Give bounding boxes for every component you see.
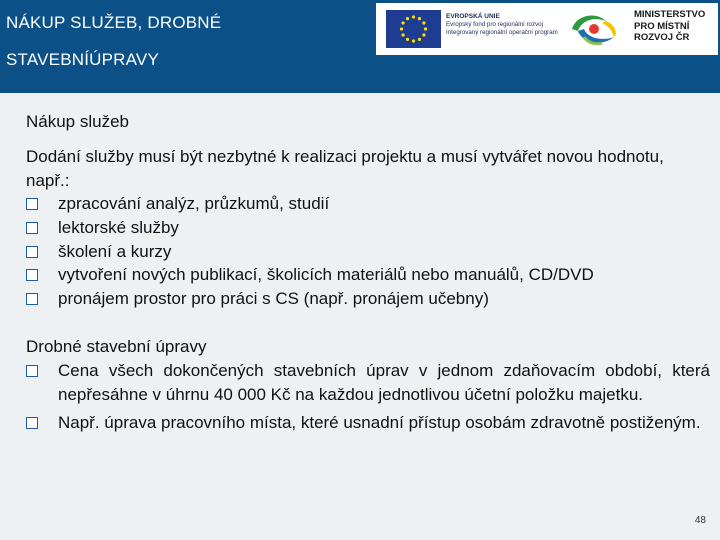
construction-list: [26, 359, 710, 434]
checkbox-bullet-icon: [26, 198, 38, 210]
ministry-line-3: ROZVOJ ČR: [634, 32, 690, 43]
construction-section: [26, 335, 710, 434]
checkbox-bullet-icon: [26, 417, 38, 429]
list-item: Např. úprava pracovního místa, které usnadní přístup osobám zdravotně postiženým.: [26, 411, 710, 435]
checkbox-bullet-icon: [26, 293, 38, 305]
list-item: lektorské služby: [26, 216, 710, 240]
services-section: [26, 110, 710, 311]
slide-header: [0, 0, 720, 93]
services-intro: Dodání služby musí být nezbytné k realizaci projektu a musí vytvářet novou hodnotu, např.:: [26, 147, 664, 190]
ministry-line-1: MINISTERSTVO: [634, 9, 706, 20]
list-item: vytvoření nových publikací, školicích materiálů nebo manuálů, CD/DVD: [26, 263, 710, 287]
list-item: pronájem prostor pro práci s CS (např. pronájem učebny): [26, 287, 710, 311]
services-list: [26, 192, 710, 311]
checkbox-bullet-icon: [26, 269, 38, 281]
ministry-emblem-icon: [566, 7, 626, 51]
list-item: zpracování analýz, průzkumů, studií: [26, 192, 710, 216]
checkbox-bullet-icon: [26, 246, 38, 258]
ministry-logo-text: [634, 9, 718, 44]
slide-content: [0, 93, 720, 540]
logo-bar: [376, 3, 718, 55]
ministry-line-2: PRO MÍSTNÍ: [634, 20, 690, 32]
services-heading: Nákup služeb: [26, 112, 130, 131]
construction-heading: Drobné stavební úpravy: [26, 337, 207, 356]
eu-flag-icon: [386, 10, 441, 48]
page-number: 48: [694, 515, 706, 526]
checkbox-bullet-icon: [26, 222, 38, 234]
list-item: školení a kurzy: [26, 240, 710, 264]
list-item: Cena všech dokončených stavebních úprav v jednom zdaňovacím období, která nepřesáhne v úhrnu 40 000 Kč na každou jednotlivou účetní položku majetku.: [26, 359, 710, 407]
checkbox-bullet-icon: [26, 365, 38, 377]
slide-title: NÁKUP SLUŽEB, DROBNÉ STAVEBNÍÚPRAVY: [6, 13, 222, 69]
eu-program-line: Integrovaný regionální operační program: [446, 29, 558, 36]
eu-name: EVROPSKÁ UNIE: [446, 13, 500, 20]
eu-fund-line: Evropský fond pro regionální rozvoj: [446, 21, 543, 28]
